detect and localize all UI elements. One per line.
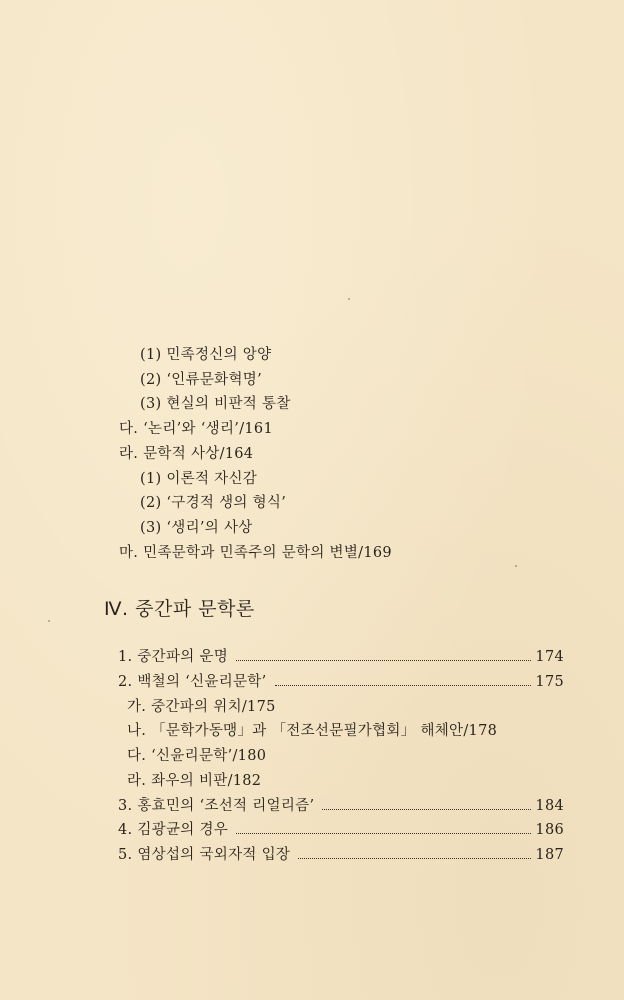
toc-entry xyxy=(118,820,564,840)
toc-entry xyxy=(118,672,564,692)
toc-subitem: (1) 민족정신의 앙양 xyxy=(140,347,272,363)
paper-speck xyxy=(48,620,50,622)
dot-leader xyxy=(322,808,531,810)
toc-entry xyxy=(118,647,564,667)
toc-entry-title: 2. 백철의 ‘신윤리문학’ xyxy=(118,674,267,690)
toc-entry-title: 5. 염상섭의 국외자적 입장 xyxy=(118,847,291,863)
paper-speck xyxy=(515,565,517,567)
toc-subitem: 라. 좌우의 비판/182 xyxy=(127,773,262,789)
toc-entry-title: 3. 홍효민의 ‘조선적 리얼리즘’ xyxy=(118,798,315,814)
toc-entry-page: 184 xyxy=(535,798,564,814)
toc-subitem: 나. 「문학가동맹」과 「전조선문필가협회」 해체안/178 xyxy=(127,723,498,739)
toc-entry-page: 175 xyxy=(535,674,564,690)
chapter-heading: Ⅳ. 중간파 문학론 xyxy=(104,598,255,620)
toc-item: 라. 문학적 사상/164 xyxy=(119,446,254,462)
dot-leader xyxy=(275,684,532,686)
paper-speck xyxy=(348,298,350,300)
dot-leader xyxy=(236,659,531,661)
toc-subitem: (3) 현실의 비판적 통찰 xyxy=(140,396,291,412)
toc-item: 다. ‘논리’와 ‘생리’/161 xyxy=(119,421,273,437)
dot-leader xyxy=(298,857,531,859)
toc-entry-page: 174 xyxy=(535,649,564,665)
toc-subitem: (2) ‘인류문화혁명’ xyxy=(140,372,263,388)
toc-entry-title: 1. 중간파의 운명 xyxy=(118,649,229,665)
dot-leader xyxy=(236,832,531,834)
toc-entry-title: 4. 김광균의 경우 xyxy=(118,822,229,838)
toc-entry xyxy=(118,796,564,816)
toc-subitem: (3) ‘생리’의 사상 xyxy=(140,520,253,536)
toc-subitem: (2) ‘구경적 생의 형식’ xyxy=(140,495,287,511)
toc-subitem: (1) 이론적 자신감 xyxy=(140,471,258,487)
toc-subitem: 가. 중간파의 위치/175 xyxy=(127,699,276,715)
toc-entry xyxy=(118,845,564,865)
toc-entry-page: 187 xyxy=(535,847,564,863)
toc-item: 마. 민족문학과 민족주의 문학의 변별/169 xyxy=(119,545,392,561)
toc-entry-page: 186 xyxy=(535,822,564,838)
toc-subitem: 다. ‘신윤리문학’/180 xyxy=(127,748,267,764)
